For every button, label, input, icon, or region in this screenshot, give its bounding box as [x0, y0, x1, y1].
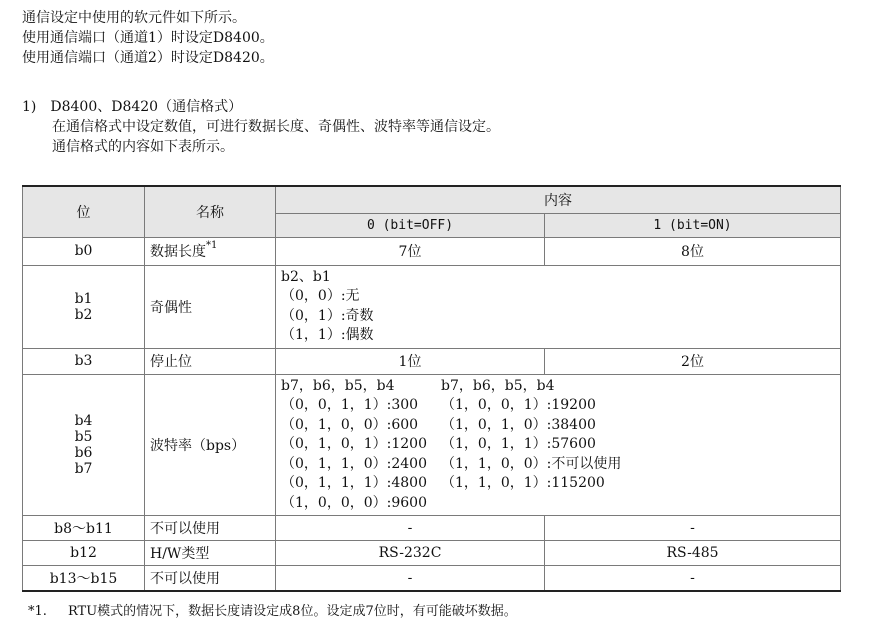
table-row: [23, 516, 841, 541]
communication-format-table: [22, 185, 841, 592]
table-row: [23, 237, 841, 265]
section-1: [22, 97, 500, 157]
section-desc-1: 在通信格式中设定数值，可进行数据长度、奇偶性、波特率等通信设定。: [52, 119, 500, 135]
bit-b4: b4: [74, 412, 93, 429]
table-row: [23, 265, 841, 348]
footnote-mark: *1.: [28, 604, 47, 619]
baud-line: （1，1，0，0）:不可以使用: [441, 455, 622, 472]
parity-line: b2、b1: [281, 268, 331, 285]
parity-line: （1，1）:偶数: [281, 327, 374, 343]
bit-cell: b3: [23, 348, 145, 374]
baud-line: （1，0，1，1）:57600: [441, 436, 596, 452]
baud-line: （1，0，0，0）:9600: [281, 494, 427, 511]
on-value: RS-485: [545, 541, 841, 566]
parity-line: （0，1）:奇数: [281, 307, 374, 324]
baud-line: （0，1，1，1）:4800: [281, 475, 427, 491]
parity-line: （0，0）:无: [281, 288, 360, 304]
bit-cell: b8～b11: [23, 516, 145, 541]
intro-line-2: 使用通信端口（通道1）时设定D8400。: [22, 30, 274, 46]
baud-line: （0，1，0，1）:1200: [281, 436, 427, 452]
baud-line: （0，1，1，0）:2400: [281, 455, 427, 472]
bit-b2: b2: [74, 306, 93, 323]
baud-options: [276, 374, 841, 516]
name-cell: H/W类型: [145, 541, 276, 566]
bit-cell: [23, 265, 145, 348]
bit-cell: b13～b15: [23, 566, 145, 591]
table-row: [23, 374, 841, 516]
on-value: 2位: [545, 348, 841, 374]
baud-line: b7，b6，b5，b4: [281, 377, 395, 394]
name-cell: 不可以使用: [145, 516, 276, 541]
table-row: [23, 348, 841, 374]
name-cell: 奇偶性: [145, 265, 276, 348]
bit-b5: b5: [74, 428, 93, 445]
table-row: [23, 566, 841, 591]
baud-line: （1，0，0，1）:19200: [441, 397, 596, 413]
off-value: -: [276, 566, 545, 591]
header-bit: 位: [23, 186, 145, 237]
footnote-text: RTU模式的情况下，数据长度请设定成8位。设定成7位时，有可能破坏数据。: [68, 604, 517, 619]
intro-line-3: 使用通信端口（通道2）时设定D8420。: [22, 50, 274, 66]
name-cell: [145, 237, 276, 265]
baud-column-right: [441, 377, 621, 514]
bit-cell: [23, 374, 145, 516]
baud-line: b7，b6，b5，b4: [441, 377, 555, 394]
baud-line: （0，1，0，0）:600: [281, 416, 419, 433]
parity-options: [276, 265, 841, 348]
name-cell: 波特率（bps）: [145, 374, 276, 516]
name-text: 数据长度: [150, 244, 206, 260]
table-row: [23, 541, 841, 566]
baud-column-left: [281, 377, 441, 514]
bit-cell: b0: [23, 237, 145, 265]
header-name: 名称: [145, 186, 276, 237]
intro-line-1: 通信设定中使用的软元件如下所示。: [22, 10, 246, 26]
bit-cell: b12: [23, 541, 145, 566]
off-value: 1位: [276, 348, 545, 374]
name-cell: 停止位: [145, 348, 276, 374]
name-cell: 不可以使用: [145, 566, 276, 591]
on-value: 8位: [545, 237, 841, 265]
footnote: [28, 603, 517, 621]
off-value: 7位: [276, 237, 545, 265]
header-off: 0 (bit=OFF): [276, 213, 545, 237]
bit-b7: b7: [74, 460, 93, 477]
on-value: -: [545, 516, 841, 541]
off-value: -: [276, 516, 545, 541]
on-value: -: [545, 566, 841, 591]
section-heading: 1) D8400、D8420（通信格式）: [22, 99, 243, 115]
header-content: 内容: [276, 186, 841, 213]
header-on: 1 (bit=ON): [545, 213, 841, 237]
off-value: RS-232C: [276, 541, 545, 566]
bit-b6: b6: [74, 444, 93, 461]
bit-b1: b1: [74, 290, 93, 307]
baud-line: （1，0，1，0）:38400: [441, 416, 596, 433]
baud-line: （0，0，1，1）:300: [281, 397, 419, 413]
footnote-mark: *1: [206, 240, 218, 251]
section-desc-2: 通信格式的内容如下表所示。: [52, 139, 234, 155]
intro-text: [22, 8, 274, 68]
baud-line: （1，1，0，1）:115200: [441, 475, 605, 491]
